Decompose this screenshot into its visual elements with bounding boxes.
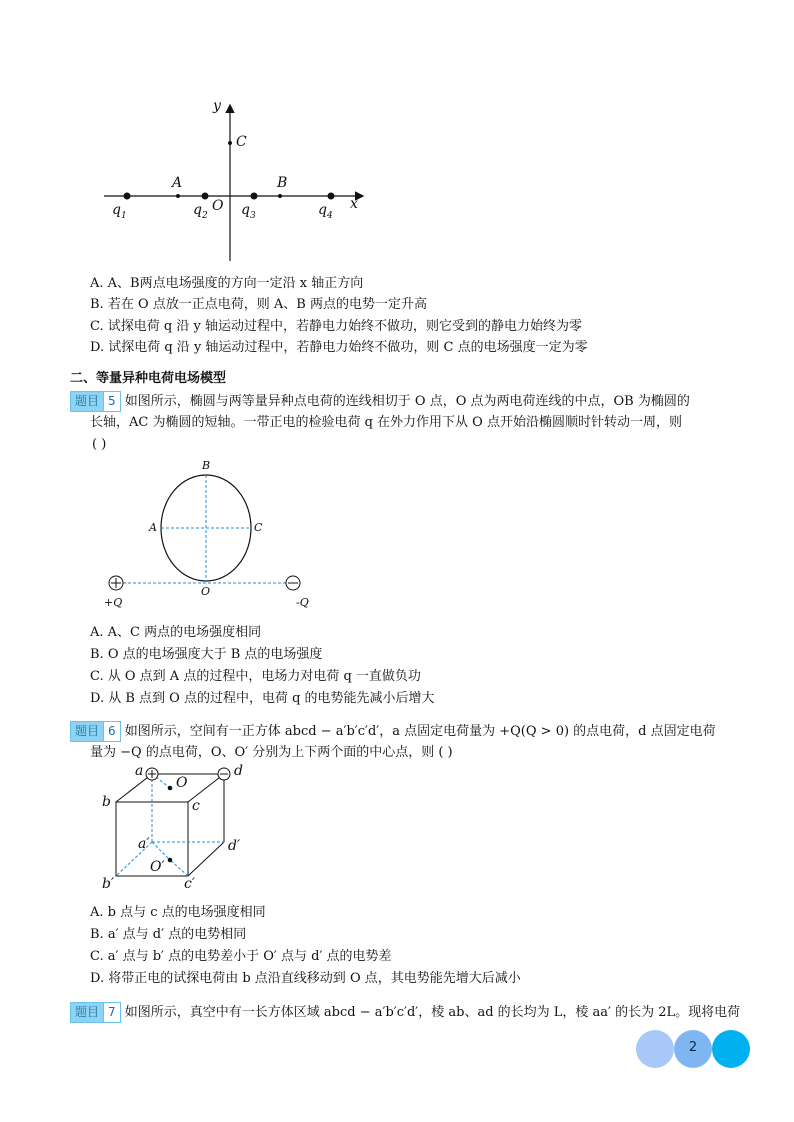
label-a: a — [135, 763, 144, 779]
q5-answer-blank: ( ) — [92, 437, 107, 452]
q6-option-d: D. 将带正电的试探电荷由 b 点沿直线移动到 O 点，其电势能先增大后减小 — [90, 971, 521, 986]
label-b: b — [102, 794, 111, 810]
center-O — [168, 786, 173, 791]
label-q4: $q_4$ — [318, 202, 333, 221]
figure-axes — [100, 98, 370, 268]
page-number: 2 — [688, 1040, 698, 1055]
badge-circle-left — [636, 1030, 674, 1068]
page-badge — [636, 1028, 752, 1068]
q4-option-b: B. 若在 O 点放一正点电荷，则 A、B 两点的电势一定升高 — [90, 297, 427, 312]
label-O: O — [212, 198, 224, 214]
label-q2: $q_2$ — [193, 202, 208, 221]
label-d-prime: d′ — [228, 838, 241, 854]
label-A: A — [172, 175, 183, 191]
badge-circle-right — [712, 1030, 750, 1068]
label-x: x — [350, 196, 358, 212]
point-C — [228, 141, 232, 145]
label-O-prime: O′ — [150, 859, 165, 875]
label-plus-Q: +Q — [104, 596, 123, 609]
label-O: O — [176, 775, 188, 791]
label-C: C — [236, 134, 247, 150]
charge-q3 — [251, 193, 258, 200]
q4-option-a: A. A、B两点电场强度的方向一定沿 x 轴正方向 — [90, 276, 364, 291]
q5-option-d: D. 从 B 点到 O 点的过程中，电荷 q 的电势能先减小后增大 — [90, 691, 435, 706]
q6-option-c: C. a′ 点与 b′ 点的电势差小于 O′ 点与 d′ 点的电势差 — [90, 949, 392, 964]
center-O-prime — [168, 858, 173, 863]
label-C: C — [254, 521, 263, 534]
q4-option-c: C. 试探电荷 q 沿 y 轴运动过程中，若静电力始终不做功，则它受到的静电力始终为零 — [90, 319, 582, 334]
q5-number: 5 — [104, 391, 121, 412]
ellipse-diagram — [100, 455, 330, 615]
section-heading: 二、等量异种电荷电场模型 — [70, 371, 227, 386]
label-d: d — [234, 763, 243, 779]
q5-stem-line1 — [70, 391, 690, 412]
label-minus-Q: -Q — [296, 596, 309, 609]
q6-tag: 题目 — [70, 721, 104, 742]
q7-stem-line1 — [70, 1002, 740, 1023]
charge-q1 — [124, 193, 131, 200]
q5-option-b: B. O 点的电场强度大于 B 点的电场强度 — [90, 647, 323, 662]
label-b-prime: b′ — [102, 876, 115, 892]
q5-option-c: C. 从 O 点到 A 点的过程中，电场力对电荷 q 一直做负功 — [90, 669, 421, 684]
q6-stem-line2: 量为 −Q 的点电荷，O、O′ 分别为上下两个面的中心点，则 ( ) — [90, 745, 453, 760]
q6-number: 6 — [104, 721, 121, 742]
q4-option-d: D. 试探电荷 q 沿 y 轴运动过程中，若静电力始终不做功，则 C 点的电场强度一定为零 — [90, 340, 588, 355]
q5-tag: 题目 — [70, 391, 104, 412]
axes-diagram — [100, 98, 370, 268]
label-q3: $q_3$ — [241, 202, 256, 221]
charge-q2 — [202, 193, 209, 200]
q6-stem-line1 — [70, 721, 716, 742]
label-B: B — [202, 459, 211, 472]
label-q1: $q_1$ — [112, 202, 127, 221]
figure-ellipse — [100, 455, 330, 615]
label-B: B — [277, 175, 288, 191]
label-a-prime: a′ — [138, 836, 150, 852]
q7-text-1: 如图所示，真空中有一长方体区域 abcd − a′b′c′d′，棱 ab、ad 的长均为 L，棱 aa′ 的长为 2L。现将电荷 — [124, 1005, 741, 1020]
point-B — [278, 194, 282, 198]
q6-option-a: A. b 点与 c 点的电场强度相同 — [90, 905, 266, 920]
label-A: A — [149, 521, 157, 534]
q7-tag: 题目 — [70, 1002, 104, 1023]
q7-number: 7 — [104, 1002, 121, 1023]
label-O: O — [201, 585, 211, 598]
label-c-prime: c′ — [184, 876, 196, 892]
q6-option-b: B. a′ 点与 d′ 点的电势相同 — [90, 927, 247, 942]
q5-stem-line2: 长轴，AC 为椭圆的短轴。一带正电的检验电荷 q 在外力作用下从 O 点开始沿椭圆顺时针转动一周，则 — [90, 415, 682, 430]
point-A — [176, 194, 180, 198]
label-y: y — [213, 98, 221, 114]
figure-cube — [100, 764, 260, 894]
q5-text-1: 如图所示，椭圆与两等量异种点电荷的连线相切于 O 点，O 点为两电荷连线的中点，OB 为椭圆的 — [124, 394, 690, 409]
q5-option-a: A. A、C 两点的电场强度相同 — [90, 625, 262, 640]
label-c: c — [192, 798, 200, 814]
charge-q4 — [328, 193, 335, 200]
q6-text-1: 如图所示，空间有一正方体 abcd − a′b′c′d′，a 点固定电荷量为 +Q(Q > 0) 的点电荷，d 点固定电荷 — [124, 724, 716, 739]
